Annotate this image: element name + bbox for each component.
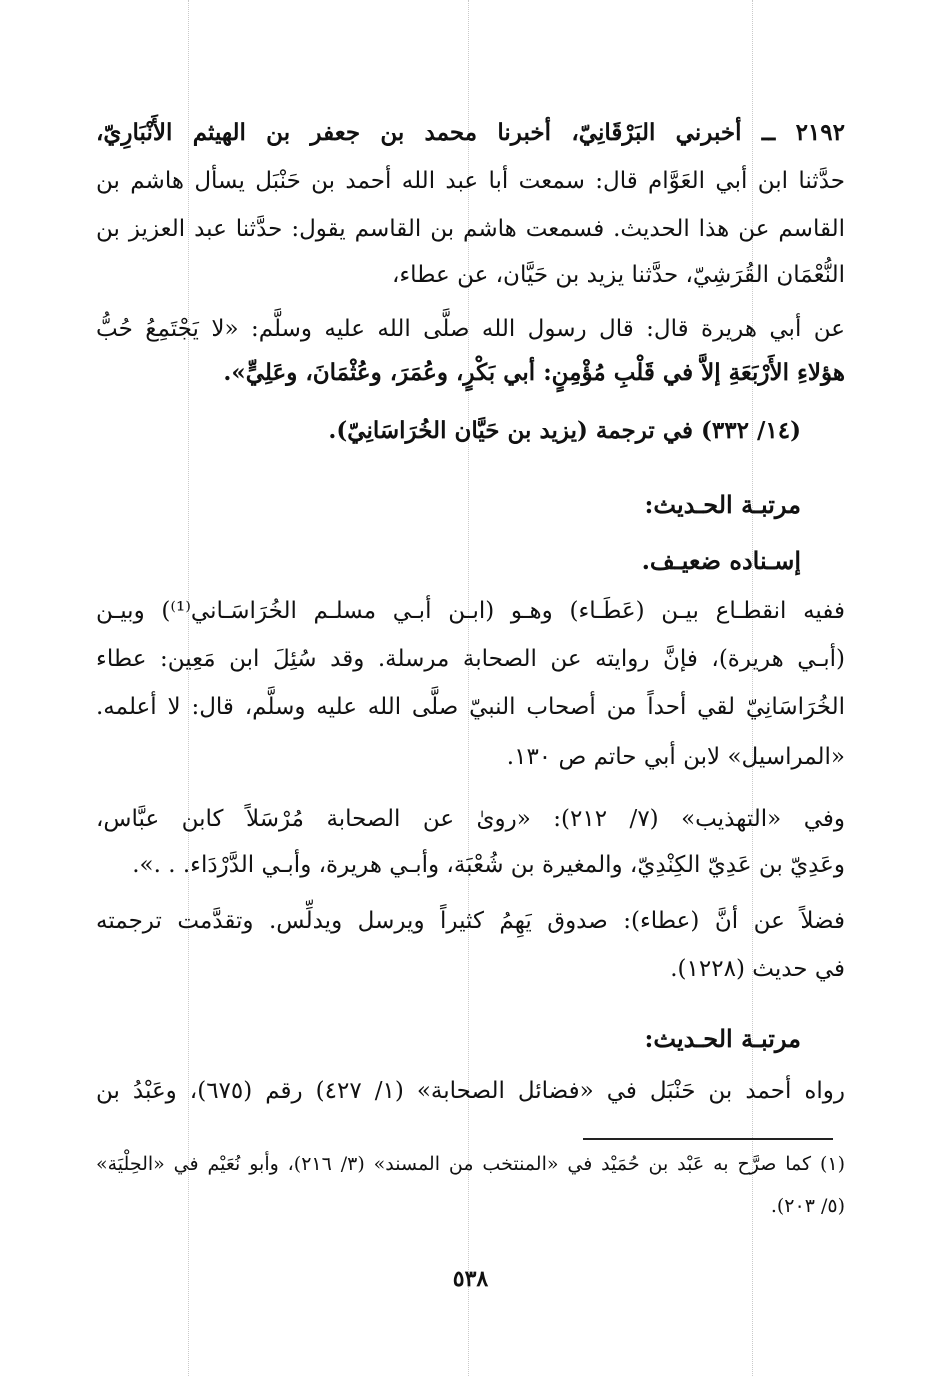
section-heading-1: مرتبـة الحـديث: xyxy=(644,490,801,519)
footnote-separator xyxy=(583,1138,833,1140)
section-subheading: إسـناده ضعيـف. xyxy=(641,546,801,575)
paragraph-1-line-1: ففيه انقطـاع بيـن (عَطَـاء) وهـو (ابـن أبـي مسلـم الخُرَاسَـاني⁽¹⁾) وبيـن xyxy=(96,598,845,624)
hadith-reference: (١٤/ ٣٣٢) في ترجمة (يزيد بن حَيَّان الخُرَاسَانِيّ). xyxy=(328,417,801,444)
paragraph-3-line-2: في حديث (١٢٢٨). xyxy=(670,956,845,982)
hadith-line-1: ٢١٩٢ ــ أخبرني البَرْقَانِيّ، أخبرنا محمد بن جعفر بن الهيثم الأَنْبَارِيّ، xyxy=(96,119,845,146)
paragraph-1-line-3: الخُرَاسَانِيّ لقي أحداً من أصحاب النبيّ صلَّى الله عليه وسلَّم، قال: لا أعلمه. xyxy=(96,694,845,720)
hadith-line-5: عن أبي هريرة قال: قال رسول الله صلَّى الله عليه وسلَّم: «لا يَجْتَمِعُ حُبُّ xyxy=(96,316,845,342)
page-number: ٥٣٨ xyxy=(452,1266,489,1292)
hadith-line-3: القاسم عن هذا الحديث. فسمعت هاشم بن القاسم يقول: حدَّثنا عبد العزيز بن xyxy=(96,216,845,242)
footnote-line-2: (٥/ ٢٠٣). xyxy=(770,1195,845,1217)
hadith-line-2: حدَّثنا ابن أبي العَوَّام قال: سمعت أبا عبد الله أحمد بن حَنْبَل يسأل هاشم بن xyxy=(96,168,845,194)
paragraph-1-line-2: (أبـي هريرة)، فإنَّ روايته عن الصحابة مرسلة. وقد سُئِلَ ابن مَعِين: عطاء xyxy=(96,646,845,672)
hadith-line-6: هؤلاءِ الأَرْبَعَةِ إلاَّ في قَلْبِ مُؤْمِنٍ: أبي بَكْرٍ، وعُمَرَ، وعُثْمَانَ، وعَلِيٍّ». xyxy=(223,359,845,386)
paragraph-2-line-2: وعَدِيّ بن عَدِيّ الكِنْدِيّ، والمغيرة بن شُعْبَة، وأبـي هريرة، وأبـي الدَّرْدَاء. . .». xyxy=(132,852,845,878)
hadith-line-4: النُّعْمَان القُرَشِيّ، حدَّثنا يزيد بن حَيَّان، عن عطاء، xyxy=(391,262,845,288)
paragraph-2-line-1: وفي «التهذيب» (٧/ ٢١٢): «روىٰ عن الصحابة مُرْسَلاً كابن عبَّاس، xyxy=(96,806,845,832)
paragraph-3-line-1: فضلاً عن أنَّ (عطاء): صدوق يَهِمُ كثيراً ويرسل ويدلِّس. وتقدَّمت ترجمته xyxy=(96,908,845,934)
footnote-line-1: (١) كما صرَّح به عَبْد بن حُمَيْد في «المنتخب من المسند» (٣/ ٢١٦)، وأبو نُعَيْم في «الحِلْيَة» xyxy=(96,1153,845,1175)
paragraph-1-line-4: «المراسيل» لابن أبي حاتم ص ١٣٠. xyxy=(506,744,845,770)
section-2-line-1: رواه أحمد بن حَنْبَل في «فضائل الصحابة» (١/ ٤٢٧) رقم (٦٧٥)، وعَبْدُ بن xyxy=(96,1078,845,1104)
section-heading-2: مرتبـة الحـديث: xyxy=(644,1024,801,1053)
